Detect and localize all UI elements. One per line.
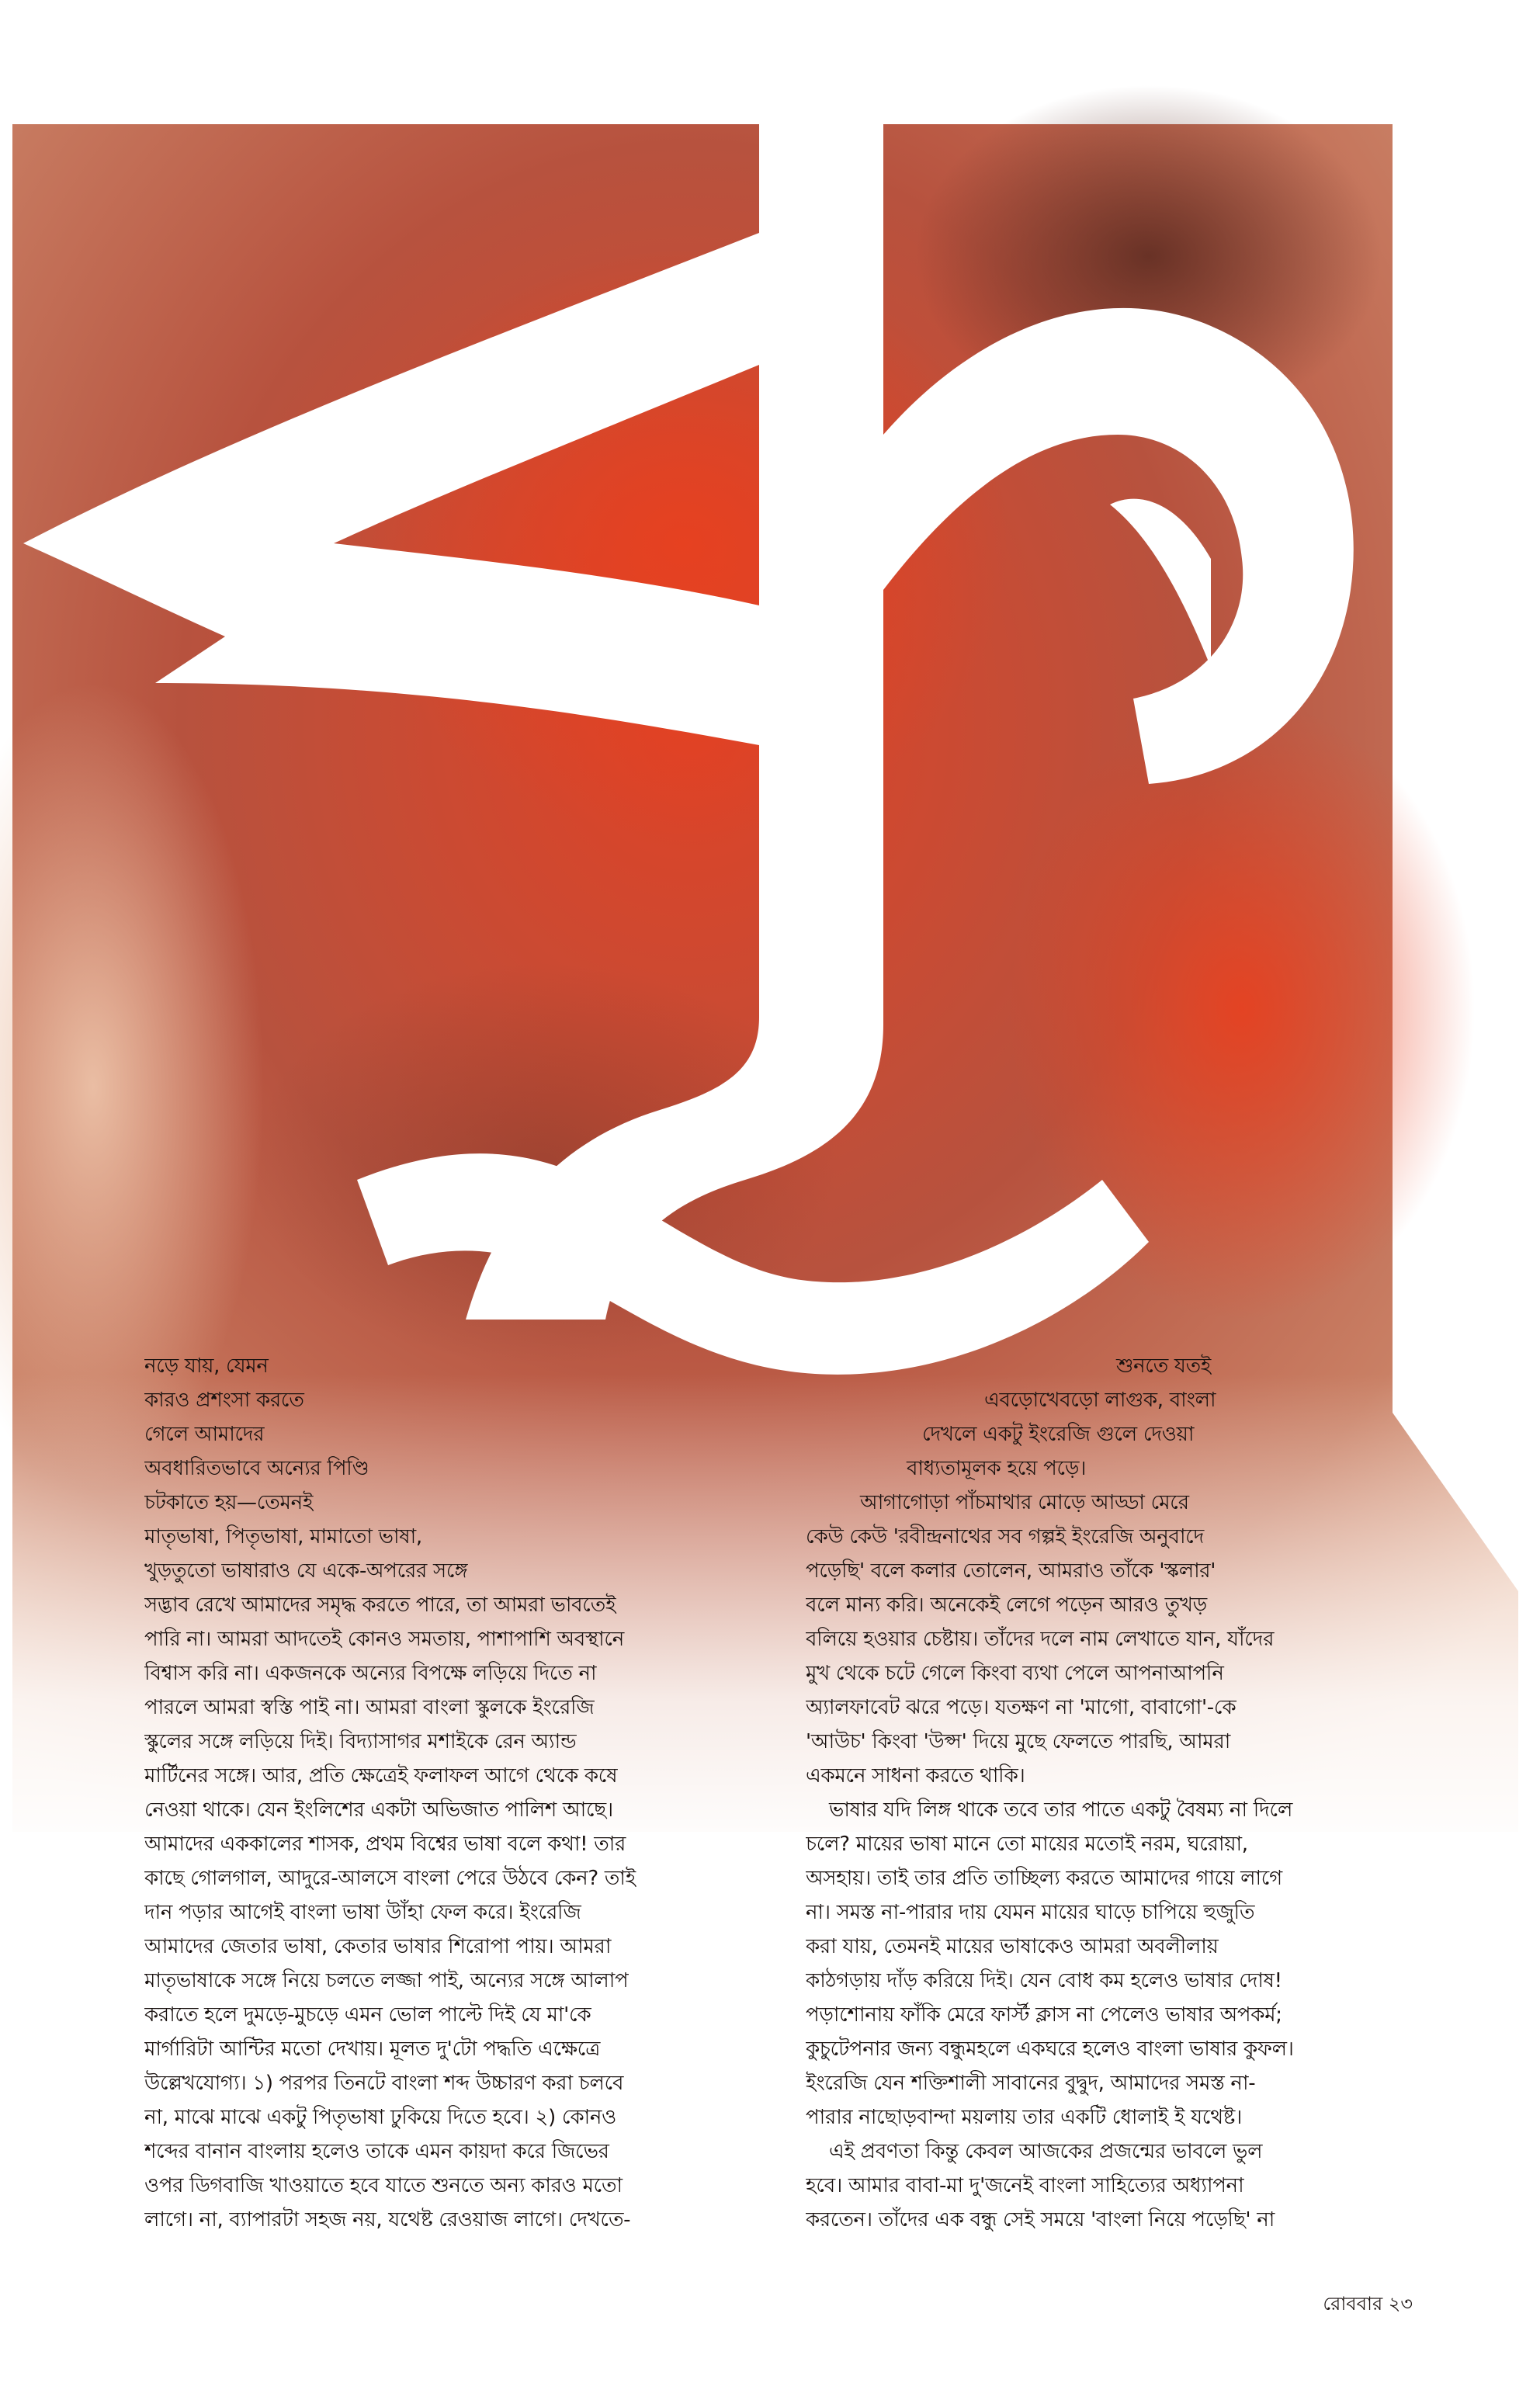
article-line: মার্গারিটা আন্টির মতো দেখায়। মূলত দু'টো পদ্ধতি এক্ষেত্রে <box>144 2038 601 2061</box>
article-column-right <box>806 1349 1411 2237</box>
article-line: এই প্রবণতা কিন্তু কেবল আজকের প্রজন্মের ভাবলে ভুল <box>829 2140 1263 2163</box>
article-line: অ্যালফাবেট ঝরে পড়ে। যতক্ষণ না 'মাগো, বাবাগো'-কে <box>806 1696 1237 1719</box>
article-line: স্কুলের সঙ্গে লড়িয়ে দিই। বিদ্যাসাগর মশাইকে রেন অ্যান্ড <box>144 1730 577 1753</box>
article-line: কুচুটেপনার জন্য বন্ধুমহলে একঘরে হলেও বাংলা ভাষার কুফল। <box>806 2038 1294 2061</box>
article-line: দান পড়ার আগেই বাংলা ভাষা উাঁহা ফেল করে। ইংরেজি <box>144 1901 581 1924</box>
article-line: খুড়তুতো ভাষারাও যে একে-অপরের সঙ্গে <box>144 1559 468 1583</box>
article-line: লাগে। না, ব্যাপারটা সহজ নয়, যথেষ্ট রেওয়াজ লাগে। দেখতে- <box>144 2208 631 2232</box>
article-line: মুখ থেকে চটে গেলে কিংবা ব্যথা পেলে আপনাআপনি <box>806 1662 1224 1685</box>
page-footer: রোববার ২৩ <box>1323 2293 1413 2315</box>
article-line: এবড়োখেবড়ো লাগুক, বাংলা <box>984 1389 1216 1412</box>
article-line: চটকাতে হয়—তেমনই <box>144 1491 314 1514</box>
article-line: পারলে আমরা স্বস্তি পাই না। আমরা বাংলা স্কুলকে ইংরেজি <box>144 1696 595 1719</box>
article-line: শুনতে যতই <box>1116 1354 1212 1378</box>
article-line: পারার নাছোড়বান্দা ময়লায় তার একটি ধোলাই ই যথেষ্ট। <box>806 2106 1243 2129</box>
article-line: কাছে গোলগাল, আদুরে-আলসে বাংলা পেরে উঠবে কেন? তাই <box>144 1867 636 1890</box>
article-line: নড়ে যায়, যেমন <box>144 1354 269 1378</box>
article-line: আমাদের জেতার ভাষা, কেতার ভাষার শিরোপা পায়। আমরা <box>144 1935 612 1958</box>
article-line: আমাদের এককালের শাসক, প্রথম বিশ্বের ভাষা বলে কথা! তার <box>144 1833 626 1856</box>
article-line: শব্দের বানান বাংলায় হলেও তাকে এমন কায়দা করে জিভের <box>144 2140 609 2163</box>
article-line: বাধ্যতামূলক হয়ে পড়ে। <box>907 1457 1087 1480</box>
article-line: মাতৃভাষা, পিতৃভাষা, মামাতো ভাষা, <box>144 1525 422 1549</box>
article-line: না, মাঝে মাঝে একটু পিতৃভাষা ঢুকিয়ে দিতে হবে। ২) কোনও <box>144 2106 616 2129</box>
article-line: মার্টিনের সঙ্গে। আর, প্রতি ক্ষেত্রেই ফলাফল আগে থেকে কষে <box>144 1764 618 1788</box>
article-line: উল্লেখযোগ্য। ১) পরপর তিনটে বাংলা শব্দ উচ্চারণ করা চলবে <box>144 2072 624 2095</box>
article-line: করাতে হলে দুমড়ে-মুচড়ে এমন ভোল পাল্টে দিই যে মা'কে <box>144 2003 591 2027</box>
article-line: কাঠগড়ায় দাঁড় করিয়ে দিই। যেন বোধ কম হলেও ভাষার দোষ! <box>806 1969 1282 1992</box>
article-line: চলে? মায়ের ভাষা মানে তো মায়ের মতোই নরম, ঘরোয়া, <box>806 1833 1248 1856</box>
article-column-left <box>144 1349 734 2237</box>
article-line: ইংরেজি যেন শক্তিশালী সাবানের বুদ্বুদ, আমাদের সমস্ত না- <box>806 2072 1256 2095</box>
article-line: পারি না। আমরা আদতেই কোনও সমতায়, পাশাপাশি অবস্থানে <box>144 1628 625 1651</box>
article-line: 'আউচ' কিংবা 'উপ্স' দিয়ে মুছে ফেলতে পারছি, আমরা <box>806 1730 1230 1753</box>
article-line: না। সমস্ত না-পারার দায় যেমন মায়ের ঘাড়ে চাপিয়ে হুজুতি <box>806 1901 1255 1924</box>
article-line: হবে। আমার বাবা-মা দু'জনেই বাংলা সাহিত্যের অধ্যাপনা <box>806 2174 1244 2197</box>
article-line: পড়াশোনায় ফাঁকি মেরে ফার্স্ট ক্লাস না পেলেও ভাষার অপকর্ম; <box>806 2003 1282 2027</box>
article-line: করা যায়, তেমনই মায়ের ভাষাকেও আমরা অবলীলায় <box>806 1935 1219 1958</box>
article-line: পড়েছি' বলে কলার তোলেন, আমরাও তাঁকে 'স্কলার' <box>806 1559 1216 1583</box>
article-line: ভাষার যদি লিঙ্গ থাকে তবে তার পাতে একটু বৈষম্য না দিলে <box>829 1798 1293 1822</box>
article-line: আগাগোড়া পাঁচমাথার মোড়ে আড্ডা মেরে <box>860 1491 1189 1514</box>
article-line: করতেন। তাঁদের এক বন্ধু সেই সময়ে 'বাংলা নিয়ে পড়েছি' না <box>806 2208 1275 2232</box>
article-line: গেলে আমাদের <box>144 1423 265 1446</box>
article-line: ওপর ডিগবাজি খাওয়াতে হবে যাতে শুনতে অন্য কারও মতো <box>144 2174 623 2197</box>
article-line: অসহায়। তাই তার প্রতি তাচ্ছিল্য করতে আমাদের গায়ে লাগে <box>806 1867 1282 1890</box>
article-line: নেওয়া থাকে। যেন ইংলিশের একটা অভিজাত পালিশ আছে। <box>144 1798 613 1822</box>
article-line: একমনে সাধনা করতে থাকি। <box>806 1764 1025 1788</box>
article-line: বলে মান্য করি। অনেকেই লেগে পড়েন আরও তুখড় <box>806 1594 1207 1617</box>
article-line: কেউ কেউ 'রবীন্দ্রনাথের সব গল্পই ইংরেজি অনুবাদে <box>806 1525 1204 1549</box>
article-line: কারও প্রশংসা করতে <box>144 1389 304 1412</box>
article-line: দেখলে একটু ইংরেজি গুলে দেওয়া <box>922 1423 1195 1446</box>
article-line: মাতৃভাষাকে সঙ্গে নিয়ে চলতে লজ্জা পাই, অন্যের সঙ্গে আলাপ <box>144 1969 629 1992</box>
article-line: বিশ্বাস করি না। একজনকে অন্যের বিপক্ষে লড়িয়ে দিতে না <box>144 1662 597 1685</box>
article-line: বলিয়ে হওয়ার চেষ্টায়। তাঁদের দলে নাম লেখাতে যান, যাঁদের <box>806 1628 1275 1651</box>
article-line: সদ্ভাব রেখে আমাদের সমৃদ্ধ করতে পারে, তা আমরা ভাবতেই <box>144 1594 616 1617</box>
article-line: অবধারিতভাবে অন্যের পিণ্ডি <box>144 1457 369 1480</box>
